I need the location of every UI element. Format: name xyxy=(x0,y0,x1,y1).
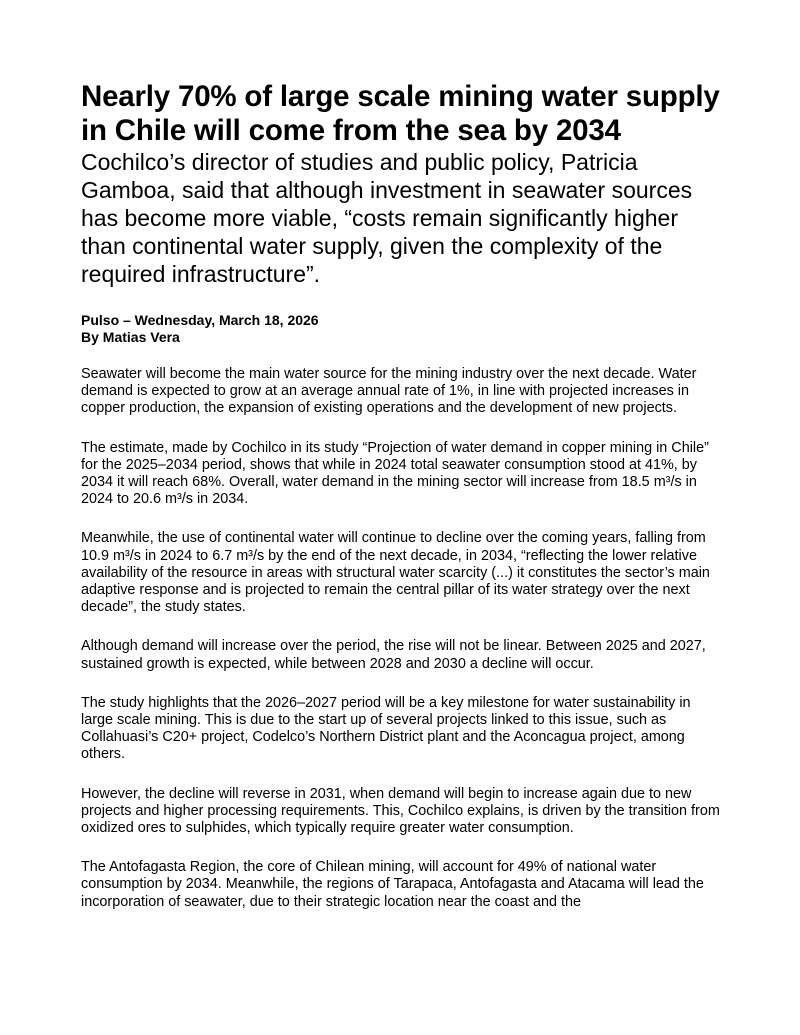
body-paragraph: The Antofagasta Region, the core of Chilean mining, will account for 49% of national water consumption by 2034. Meanwhile, the regions of Tarapaca, Antofagasta and Atacama will lead the incorporation of seawater, due to their strategic location near the coast and the xyxy=(81,859,704,910)
body-paragraph: However, the decline will reverse in 2031, when demand will begin to increase again due to new projects and higher processing requirements. This, Cochilco explains, is driven by the transition from oxidized ores to sulphides, which typically require greater water consumption. xyxy=(81,785,720,837)
body-paragraph: The study highlights that the 2026–2027 period will be a key milestone for water sustainability in large scale mining. This is due to the start up of several projects linked to this issue, such as Collahuasi’s C20+ project, Codelco’s Northern District plant and the Aconcagua project, among others. xyxy=(81,694,691,763)
article-body xyxy=(81,366,721,911)
body-paragraph: Seawater will become the main water source for the mining industry over the next decade. Water demand is expected to grow at an average annual rate of 1%, in line with projected increases in copper production, the expansion of existing operations and the development of new projects. xyxy=(81,366,697,417)
body-paragraph: The estimate, made by Cochilco in its study “Projection of water demand in copper mining in Chile” for the 2025–2034 period, shows that while in 2024 total seawater consumption stood at 41%, by 2034 it will reach 68%. Overall, water demand in the mining sector will increase from 18.5 m³/s in 2024 to 20.6 m³/s in 2034. xyxy=(81,439,709,508)
article-meta xyxy=(81,312,721,346)
article-headline: Nearly 70% of large scale mining water supply in Chile will come from the sea by 2034 xyxy=(81,80,720,147)
article-page xyxy=(81,80,721,933)
body-paragraph: Although demand will increase over the period, the rise will not be linear. Between 2025 and 2027, sustained growth is expected, while between 2028 and 2030 a decline will occur. xyxy=(81,638,706,672)
article-dateline: Pulso – Wednesday, March 18, 2026 xyxy=(81,312,319,328)
body-paragraph: Meanwhile, the use of continental water will continue to decline over the coming years, falling from 10.9 m³/s in 2024 to 6.7 m³/s by the end of the next decade, in 2034, “reflecting the lower relative availability of the resource in areas with structural water scarcity (...) it constitutes the sector’s main adaptive response and is projected to remain the central pillar of its water strategy over the next decade”, the study states. xyxy=(81,530,710,616)
article-subheadline: Cochilco’s director of studies and public policy, Patricia Gamboa, said that although investment in seawater sources has become more viable, “costs remain significantly higher than continental water supply, given the complexity of the required infrastructure”. xyxy=(81,149,693,287)
article-byline: By Matias Vera xyxy=(81,329,180,345)
